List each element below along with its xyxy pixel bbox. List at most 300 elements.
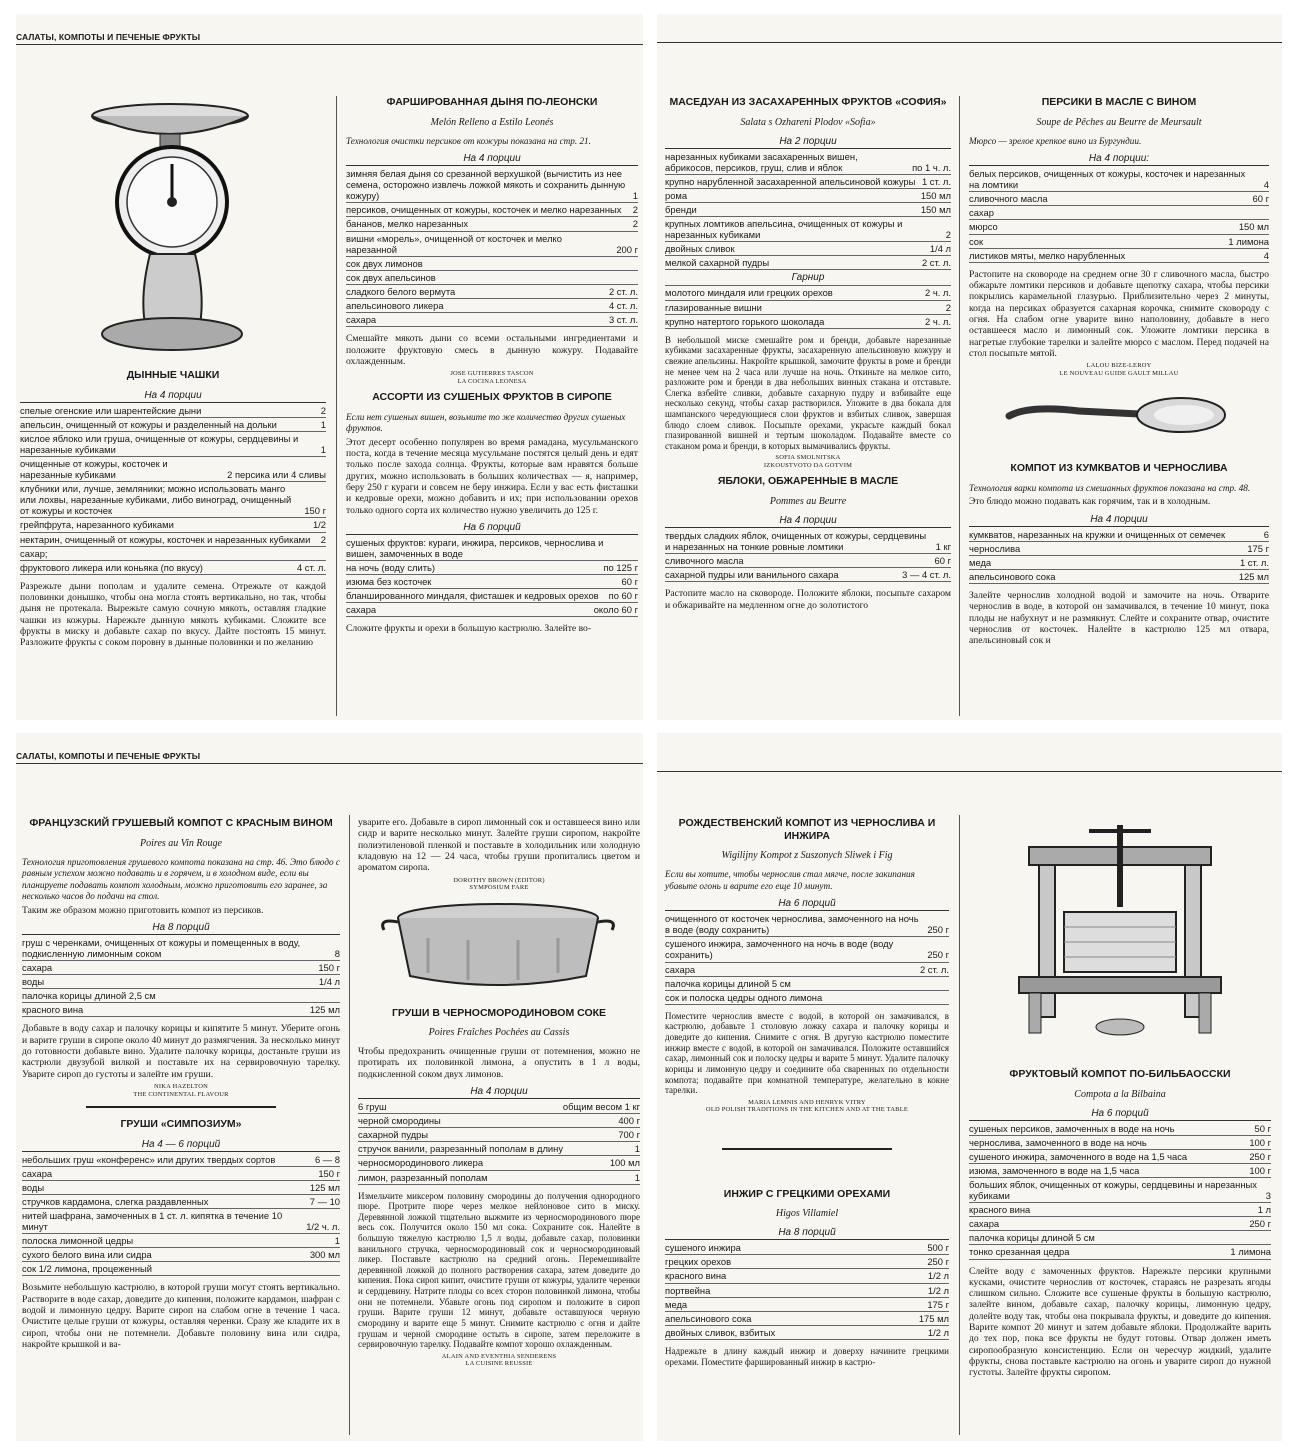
ingredient-quantity: 1/2 ч. л. [306, 1221, 340, 1233]
ingredient-quantity: 2 ст. л. [921, 257, 951, 269]
ingredient-name: сахара [665, 963, 696, 975]
ingredient-name: сок двух лимонов [346, 257, 423, 269]
ingredient-row [665, 286, 951, 300]
ingredient-name: черной смородины [358, 1115, 441, 1127]
ingredient-name: мелкой сахарной пудры [665, 257, 770, 269]
ingredient-quantity: 4 ст. л. [608, 300, 638, 312]
ingredient-name: сушеного инжира [665, 1242, 741, 1254]
ingredient-row [665, 1298, 949, 1312]
ingredient-quantity: 125 мл [309, 1004, 340, 1016]
ingredient-quantity: 2 ч. л. [925, 315, 951, 327]
ingredient-name: апельсинового сока [665, 1312, 752, 1324]
ingredient-row [22, 961, 340, 975]
ingredient-row [969, 1150, 1271, 1164]
ingredient-quantity: 3 [1265, 1190, 1271, 1202]
kitchen-scale-illustration [20, 94, 326, 364]
ingredient-quantity: 1 [634, 1171, 640, 1183]
ingredient-row [346, 232, 638, 257]
column-left [665, 817, 949, 1367]
ingredient-quantity: около 60 г [593, 604, 638, 616]
ingredient-row [665, 937, 949, 962]
ingredient-quantity: 7 — 10 [309, 1195, 340, 1207]
ingredient-table [346, 167, 638, 327]
running-header: САЛАТЫ, КОМПОТЫ И ПЕЧЕНЫЕ ФРУКТЫ [16, 32, 201, 42]
column-divider [959, 96, 960, 716]
ingredient-row [665, 1269, 949, 1283]
servings: На 6 порций [346, 522, 638, 535]
ingredient-table [665, 912, 949, 1005]
ingredient-name: твердых сладких яблок, очищенных от кожуры, сердцевины и нарезанных на тонкие ровные ломтики [665, 529, 927, 553]
recipe-title: ФАРШИРОВАННАЯ ДЫНЯ ПО-ЛЕОНСКИ [386, 96, 598, 108]
servings: На 4 порции [665, 515, 951, 528]
ingredient-name: палочка корицы длиной 5 см [969, 1232, 1095, 1244]
ingredient-quantity: 2 ст. л. [919, 963, 949, 975]
ingredient-quantity: 1 ст. л. [921, 175, 951, 187]
ingredient-quantity: 150 г [318, 1167, 340, 1179]
ingredient-row [20, 547, 326, 561]
ingredient-quantity: 175 мл [918, 1312, 949, 1324]
servings: На 4 порции [358, 1086, 640, 1099]
recipe-source: NIKA HAZELTON THE CONTINENTAL FLAVOUR [133, 1083, 229, 1098]
ingredient-name: глазированные вишни [665, 301, 762, 313]
column-divider [959, 815, 960, 1435]
ingredient-row [665, 150, 951, 175]
ingredient-name: крупно натертого горького шоколада [665, 315, 825, 327]
servings: На 4 порции [969, 514, 1269, 527]
recipe-note: Технология приготовления грушевого компота показана на стр. 46. Это блюдо с равным успехом можно подавать и в горячем, и в холодном виде, если вы планируете подавать компот холодным, можно приготовить его заранее, за несколько часов до подачи на стол. [22, 856, 341, 902]
ingredient-name: сухого белого вина или сидра [22, 1249, 152, 1261]
ingredient-table [20, 404, 326, 575]
ingredient-row [346, 285, 638, 299]
ingredient-quantity: 60 г [621, 576, 638, 588]
ingredient-quantity: 1 лимона [1230, 1246, 1271, 1258]
recipe-text: Растопите на сковороде на среднем огне 30 г сливочного масла, быстро обжарьте ломтики персиков и добавьте щепотку сахара, чтобы персики покрылись карамельной глазурью. Приблизительно через 2 минуты, когда на персиках образуется сахарная корочка, снимите сковороду с огня. На слабом огне уварите вино наполовину, добавьте в него оставшееся масло и лимонный сок. Уложите ломтики персика в нагретые глубокие тарелки и залейте мюрсо с маслом. Перед подачей на стол посыпьте мятой. [969, 268, 1269, 359]
ingredient-row [22, 975, 340, 989]
recipe-title: ГРУШИ «СИМПОЗИУМ» [120, 1117, 242, 1130]
ingredient-row [20, 533, 326, 547]
ingredient-name: изюма без косточек [346, 576, 432, 588]
servings: На 4 порции [346, 153, 638, 166]
ingredient-name: апельсинового ликера [346, 300, 444, 312]
ingredient-row [665, 912, 949, 937]
ingredient-quantity: 200 г [616, 243, 638, 255]
ingredient-name: воды [22, 976, 45, 988]
ingredient-quantity: 1 [632, 190, 638, 202]
ingredient-quantity: 250 г [1249, 1150, 1271, 1162]
ingredient-row [665, 203, 951, 217]
recipe-title: ФРАНЦУЗСКИЙ ГРУШЕВЫЙ КОМПОТ С КРАСНЫМ ВИНОМ [29, 817, 333, 829]
ingredient-name: небольших груш «конференс» или других твердых сортов [22, 1153, 276, 1165]
recipe-text: Надрежьте в длину каждый инжир и доверху начините грецкими орехами. Поместите фаршированный инжир в кастрю- [665, 1345, 949, 1367]
ingredient-name: крупно нарубленной засахаренной апельсиновой кожуры [665, 175, 916, 187]
ingredient-name: стручок ванили, разрезанный пополам в длину [358, 1143, 564, 1155]
ingredient-row [20, 418, 326, 432]
recipe-title: ФРУКТОВЫЙ КОМПОТ ПО-БИЛЬБАОССКИ [1009, 1068, 1231, 1080]
ingredient-name: тонко срезанная цедра [969, 1246, 1070, 1258]
header-rule [657, 771, 1282, 772]
garnish-heading: Гарнир [665, 270, 951, 286]
ingredient-row [665, 1255, 949, 1269]
ingredient-row [358, 1128, 640, 1142]
ingredient-row [346, 603, 638, 617]
ingredient-quantity: 175 г [927, 1298, 949, 1310]
ingredient-table [665, 150, 951, 271]
ingredient-name: апельсинового сока [969, 570, 1056, 582]
ingredient-row [346, 575, 638, 589]
spoon-illustration [969, 383, 1269, 449]
ingredient-quantity: 1 л [1257, 1204, 1271, 1216]
ingredient-name: портвейна [665, 1284, 711, 1296]
recipe-text-continued: уварите его. Добавьте в сироп лимонный сок и оставшееся вино или сидр и варите несколько минут. Залейте груши сиропом, накройте полиэтиленовой пленкой и поставьте в холодильник или холодную кладовую на 12 — 24 часа, чтобы груши пропитались цветом и ароматом сиропа. [358, 817, 640, 874]
ingredient-table [346, 536, 638, 618]
recipe-text: Смешайте мякоть дыни со всеми остальными ингредиентами и положите фруктовую смесь в дынную кожуру. Подавайте охлажденным. [346, 333, 638, 367]
ingredient-row [665, 963, 949, 977]
ingredient-name: сок [969, 235, 984, 247]
running-header: САЛАТЫ, КОМПОТЫ И ПЕЧЕНЫЕ ФРУКТЫ [16, 751, 201, 761]
ingredient-row [22, 989, 340, 1003]
ingredient-quantity: 1/2 л [927, 1326, 949, 1338]
ingredient-row [665, 529, 951, 554]
ingredient-quantity: 2 ст. л. [608, 285, 638, 297]
recipe-title: ИНЖИР С ГРЕЦКИМИ ОРЕХАМИ [723, 1187, 891, 1200]
ingredient-quantity: 2 [945, 301, 951, 313]
servings: На 4 порции [20, 390, 326, 403]
ingredient-quantity: 1 [634, 1143, 640, 1155]
servings: На 2 порции [665, 136, 951, 149]
ingredient-row [665, 991, 949, 1005]
ingredient-quantity: 250 г [927, 1256, 949, 1268]
ingredient-name: сок 1/2 лимона, процеженный [22, 1263, 153, 1275]
ingredient-row [22, 1003, 340, 1017]
ingredient-name: палочка корицы длиной 5 см [665, 977, 791, 989]
ingredient-row [346, 299, 638, 313]
ingredient-quantity: 400 г [618, 1115, 640, 1127]
recipe-note: Если вы хотите, чтобы чернослив стал мягче, после закипания убавьте огонь и варите его еще 10 минут. [665, 869, 915, 891]
column-left [22, 817, 340, 1350]
book-page-2 [657, 14, 1282, 720]
ingredient-quantity: 1 [320, 418, 326, 430]
ingredient-quantity: 1 [320, 443, 326, 455]
recipe-source: MARIA LEMNIS AND HENRYK VITRY OLD POLISH TRADITIONS IN THE KITCHEN AND AT THE TABLE [705, 1098, 909, 1114]
ingredient-quantity: 2 [945, 229, 951, 241]
ingredient-name: сушеного инжира, замоченного на ночь в воде (воду сохранить) [665, 938, 894, 961]
ingredient-table [969, 1122, 1271, 1260]
recipe-text: Растопите масло на сковороде. Положите яблоки, посыпьте сахаром и обжаривайте на медленном огне до золотистого [665, 588, 951, 611]
ingredient-row [22, 1181, 340, 1195]
recipe-title: МАСЕДУАН ИЗ ЗАСАХАРЕННЫХ ФРУКТОВ «СОФИЯ» [669, 96, 947, 108]
servings: На 8 порций [665, 1227, 949, 1240]
ingredient-quantity: 1/4 л [929, 243, 951, 255]
ingredient-name: двойных сливок [665, 243, 735, 255]
ingredient-quantity: 150 г [304, 505, 326, 517]
ingredient-quantity: 100 г [1249, 1164, 1271, 1176]
ingredient-row [22, 1167, 340, 1181]
ingredient-name: нектарин, очищенный от кожуры, косточек и нарезанных кубиками [20, 533, 311, 545]
recipe-subtitle: Poires Fraîches Pochées au Cassis [428, 1027, 570, 1039]
servings: На 8 порций [22, 922, 340, 935]
ingredient-name: сушеного инжира, замоченного в воде на 1,5 часа [969, 1150, 1188, 1162]
ingredient-row [969, 570, 1269, 584]
ingredient-row [346, 536, 638, 561]
ingredient-row [20, 432, 326, 457]
ingredient-row [22, 1248, 340, 1262]
ingredient-name: меда [969, 556, 992, 568]
column-divider [349, 815, 350, 1435]
ingredient-quantity: 2 [632, 204, 638, 216]
ingredient-row [665, 1284, 949, 1298]
ingredient-quantity: 2 [320, 533, 326, 545]
ingredient-quantity: 150 г [318, 962, 340, 974]
ingredient-name: красного вина [969, 1204, 1031, 1216]
garnish-table [665, 286, 951, 328]
ingredient-name: крупных ломтиков апельсина, очищенных от кожуры и нарезанных кубиками [665, 218, 903, 241]
ingredient-name: сахарной пудры или ванильного сахара [665, 569, 839, 581]
ingredient-quantity: 100 г [1249, 1136, 1271, 1148]
recipe-text: В небольшой миске смешайте ром и бренди, добавьте нарезанные кубиками засахаренные фрукты, засахаренную апельсиновую кожуру и свежие апельсины. Накройте крышкой, замочите фрукты в роме и бренди не менее чем на 2 часа или лучше на ночь. Откиньте на мелкое сито, разложите ром и бренди в два небольших винных стакана и отставьте. Слегка взбейте сливки, добавьте сахарную пудру и взбивайте еще несколько секунд, чтобы сахар растворился. Уложите в два бокала для шампанского чередующиеся слои фруктов и взбитых сливок, завершая блюдо слоем сливок. Посыпьте орехами, украсьте каждый бокал глазированной вишней и тертым шоколадом. Подавайте вместе со стаканом рома и бренди, в которых вымачивались фрукты. [665, 334, 951, 451]
ingredient-name: апельсин, очищенный от кожуры и разделенный на дольки [20, 418, 277, 430]
ingredient-row [969, 206, 1269, 220]
ingredient-quantity: по 60 г [608, 590, 638, 602]
ingredient-quantity: 2 ч. л. [925, 287, 951, 299]
ingredient-row [665, 242, 951, 256]
recipe-title: АССОРТИ ИЗ СУШЕНЫХ ФРУКТОВ В СИРОПЕ [372, 391, 612, 404]
ingredient-quantity: 4 [1263, 249, 1269, 261]
book-page-3 [16, 733, 643, 1441]
ingredient-name: сахарной пудры [358, 1129, 429, 1141]
book-page-1 [16, 14, 643, 720]
ingredient-row [969, 556, 1269, 570]
ingredient-name: кислое яблоко или груша, очищенные от кожуры, сердцевины и нарезанные кубиками [20, 432, 299, 455]
servings: На 4 — 6 порций [22, 1139, 340, 1152]
recipe-title: ГРУШИ В ЧЕРНОСМОРОДИНОВОМ СОКЕ [391, 1006, 607, 1019]
ingredient-name: сахар; [20, 547, 48, 559]
ingredient-name: грецких орехов [665, 1256, 732, 1268]
ingredient-name: сахар [969, 207, 994, 219]
ingredient-row [22, 1195, 340, 1209]
ingredient-name: клубники или, лучше, земляники; можно использовать манго или лохвы, нарезанные кубиками, либо виноград, очищенный от кожуры и косточек [20, 483, 292, 517]
column-right [969, 817, 1271, 1379]
ingredient-name: груш с черенками, очищенных от кожуры и помещенных в воду, подкисленную лимонным соком [22, 936, 301, 959]
ingredient-quantity: 8 [334, 948, 340, 959]
ingredient-row [22, 1234, 340, 1248]
ingredient-row [665, 217, 951, 242]
recipe-subtitle: Soupe de Pêches au Beurre de Meursault [1036, 116, 1202, 128]
header-rule [657, 42, 1282, 43]
ingredient-quantity: 700 г [618, 1129, 640, 1141]
ingredient-name: воды [22, 1181, 45, 1193]
ingredient-row [969, 192, 1269, 206]
ingredient-name: черносмородинового ликера [358, 1157, 484, 1169]
ingredient-name: сахара [346, 314, 377, 326]
ingredient-name: фруктового ликера или коньяка (по вкусу) [20, 561, 203, 573]
ingredient-row [665, 301, 951, 315]
ingredient-name: рома [665, 189, 688, 201]
section-divider [86, 1106, 277, 1108]
ingredient-quantity: 1/2 л [927, 1270, 949, 1282]
ingredient-name: нитей шафрана, замоченных в 1 ст. л. кипятка в течение 10 минут [22, 1209, 283, 1233]
ingredient-name: нарезанных кубиками засахаренных вишен, абрикосов, персиков, груш, слив и яблок [665, 150, 858, 173]
ingredient-quantity: по 125 г [603, 562, 638, 574]
ingredient-name: сахара [22, 962, 53, 974]
ingredient-table [969, 167, 1269, 263]
book-page-4 [657, 733, 1282, 1441]
ingredient-name: сахара [22, 1167, 53, 1179]
ingredient-row [22, 1153, 340, 1167]
ingredient-quantity: по 1 ч. л. [912, 161, 951, 173]
ingredient-quantity: 1 [334, 1235, 340, 1247]
ingredient-row [665, 315, 951, 329]
ingredient-name: двойных сливок, взбитых [665, 1326, 776, 1338]
ingredient-name: грейпфрута, нарезанного кубиками [20, 519, 174, 531]
column-right [969, 96, 1269, 647]
ingredient-quantity: 300 мл [309, 1249, 340, 1261]
recipe-source: SOFIA SMOLNITSKA IZKOUSTVOTO DA GOTVIM [763, 454, 853, 469]
ingredient-name: бренди [665, 203, 697, 215]
ingredient-name: бананов, мелко нарезанных [346, 218, 469, 230]
ingredient-row [969, 528, 1269, 542]
recipe-subtitle: Salata s Ozhareni Plodov «Sofia» [740, 116, 876, 128]
ingredient-row [22, 1262, 340, 1276]
recipe-text: Слейте воду с замоченных фруктов. Нарежьте персики крупными кусками, очистите чернослив от косточек, стараясь не разрезать ягоды слишком сильно. Сложите все сушеные фрукты в большую кастрюлю, залейте вином, добавьте сахар, палочку корицы, лимонную цедру, долейте воду так, чтобы она покрывала фрукты, и доведите до кипения. Варите компот 20 минут и затем добавьте яблоки. Продолжайте варить до тех пор, пока все фрукты не будут готовы. Отвар должен иметь сиропообразную консистенцию. Если он чересчур жидкий, удалите фрукты, снова поставьте кастрюлю на огонь и уварите сироп до нужной густоты. Залейте фрукты сиропом. [969, 1265, 1271, 1379]
ingredient-row [346, 167, 638, 203]
ingredient-name: изюма, замоченного в воде на 1,5 часа [969, 1164, 1140, 1176]
ingredient-row [665, 1326, 949, 1340]
ingredient-name: сушеных персиков, замоченных в воде на ночь [969, 1122, 1175, 1134]
ingredient-quantity: 1 кг [935, 541, 951, 553]
ingredient-name: сахара [969, 1218, 1000, 1230]
ingredient-row [665, 189, 951, 203]
ingredient-name: стручков кардамона, слегка раздавленных [22, 1195, 209, 1207]
ingredient-name: чернослива, замоченного в воде на ночь [969, 1136, 1147, 1148]
ingredient-name: лимон, разрезанный пополам [358, 1171, 488, 1183]
recipe-text: Измельчите миксером половину смородины до получения однородного пюре. Протрите пюре через мелкое нейлоновое сито в миску. Деревянной ложкой тщательно выжмите из черносмородинового пюре весь сок. Получится около 150 мл сока. Сохраните сок. Налейте в большую тяжелую кастрюлю 1,5 л воды, добавьте сахар, половинки ванильного стручка, черносмородиновый сок и черносмородиновый ликер. Поставьте кастрюлю на средний огонь. Перемешивайте деревянной ложкой до полного растворения сахара, затем доведите до кипения. Пока сироп кипит, очистите груши от кожуры, удалите черенки и сердцевину. Натрите плоды со всех сторон половинкой лимона, чтобы они не потемнели. Убавьте огонь под сиропом и положите в сироп груши. Варите груши 12 минут, добавьте оставшуюся черную смородину и варите еще 5 минут. Снимите кастрюлю с огня и дайте грушам и черной смородине остыть в сиропе, затем переложите в сервировочную тарелку. Подавайте компот хорошо охлажденным. [358, 1190, 640, 1350]
ingredient-name: сладкого белого вермута [346, 285, 456, 297]
recipe-source: JOSE GUTIERRES TASCON LA COCINA LEONESA [450, 370, 534, 385]
recipe-note: Технология очистки персиков от кожуры показана на стр. 21. [346, 135, 591, 146]
recipe-text: Этот десерт особенно популярен во время рамадана, мусульманского поста, когда в течение месяца мусульмане постятся целый день и едят только после захода солнца. Фрукты, которые вам нравятся больше других, можно использовать в больших количествах — я, например, беру 250 г кураги и совсем не беру инжира. Если у вас есть фисташки и кедровые орехи, можно добавить и их; при использовании орехов только одного сорта их количество нужно увеличить до 125 г. [346, 436, 638, 516]
ingredient-quantity: 125 мл [1238, 570, 1269, 582]
ingredient-row [969, 1178, 1271, 1203]
ingredient-row [969, 249, 1269, 263]
servings: На 6 порций [665, 898, 949, 911]
recipe-source: ALAIN AND EVENTHIA SENDERENS LA CUISINE REUSSIE [441, 1352, 557, 1368]
ingredient-row [358, 1142, 640, 1156]
ingredient-quantity: 1/2 л [927, 1284, 949, 1296]
saucepan-illustration [358, 898, 640, 990]
ingredient-name: полоска лимонной цедры [22, 1235, 134, 1247]
ingredient-row [969, 1136, 1271, 1150]
ingredient-quantity: 6 [1263, 528, 1269, 540]
ingredient-quantity: 250 г [927, 924, 949, 936]
ingredient-row [665, 175, 951, 189]
recipe-title: ПЕРСИКИ В МАСЛЕ С ВИНОМ [1041, 96, 1197, 108]
ingredient-name: сливочного масла [969, 193, 1048, 205]
recipe-note: Если нет сушеных вишен, возьмите то же количество других сушеных фруктов. [346, 411, 626, 434]
column-divider [336, 96, 337, 716]
ingredient-quantity: 1 ст. л. [1239, 556, 1269, 568]
column-right [358, 817, 640, 1374]
ingredient-row [346, 561, 638, 575]
recipe-intro: Таким же образом можно приготовить компот из персиков. [22, 904, 264, 916]
fruit-press-illustration [969, 817, 1271, 1049]
recipe-text: Разрежьте дыни пополам и удалите семена. Отрежьте от каждой половинки донышко, чтобы она могла стоять вертикально, но так, чтобы дыня не протекала. Вырежьте самую сочную мякоть, оставляя гладкие чашки из кожуры. Нарежьте дынную мякоть кубиками. Сложите все фрукты в миску и добавьте сахар по вкусу. Дайте постоять 15 минут. Разложите фрукты с соком поровну в дынные половинки и по желанию [20, 580, 326, 649]
ingredient-row [665, 977, 949, 991]
ingredient-name: 6 груш [358, 1101, 387, 1113]
ingredient-name: сок и полоска цедры одного лимона [665, 991, 823, 1003]
ingredient-quantity: 250 г [927, 949, 949, 961]
ingredient-name: очищенного от косточек чернослива, замоченного на ночь в воде (воду сохранить) [665, 913, 919, 936]
ingredient-name: белых персиков, очищенных от кожуры, косточек и нарезанных на ломтики [969, 168, 1246, 191]
ingredient-row [346, 203, 638, 217]
recipe-text-continued: Сложите фрукты и орехи в большую кастрюлю. Залейте во- [346, 623, 592, 635]
ingredient-row [22, 936, 340, 961]
ingredient-name: зимняя белая дыня со срезанной верхушкой (вычистить из нее семена, осторожно извлечь ложкой мякоть и сохранить дынную кожуру) [346, 168, 626, 202]
ingredient-name: кумкватов, нарезанных на кружки и очищенных от семечек [969, 528, 1226, 540]
ingredient-quantity: 60 г [934, 555, 951, 567]
ingredient-quantity: 150 мл [1238, 221, 1269, 233]
ingredient-row [969, 1164, 1271, 1178]
ingredient-row [665, 568, 951, 582]
ingredient-quantity: 125 мл [309, 1181, 340, 1193]
header-rule [16, 763, 643, 764]
recipe-source: DOROTHY BROWN (EDITOR) SYMPOSIUM FARE [453, 876, 545, 892]
ingredient-table [665, 1241, 949, 1340]
ingredient-table [22, 936, 340, 1018]
ingredient-quantity: 250 г [1249, 1218, 1271, 1230]
ingredient-name: сливочного масла [665, 555, 744, 567]
recipe-text: Возьмите небольшую кастрюлю, в которой груши могут стоять вертикально. Растворите в воде сахар, доведите до кипения, положите кардамон, шафран с водой и лимонную цедру. Варите сироп на слабом огне в течение 1 часа. Очистите целые груши от кожуры, оставляя черенки. Сразу же кладите их в сироп, чтобы они не потемнели. Добавьте половину вина или сидра, накройте крышкой и ва- [22, 1282, 340, 1350]
ingredient-quantity: 50 г [1254, 1122, 1271, 1134]
recipe-note: Технология варки компота из смешанных фруктов показана на стр. 48. [969, 482, 1251, 493]
ingredient-quantity: 100 мл [609, 1157, 640, 1169]
ingredient-row [346, 589, 638, 603]
ingredient-table [969, 528, 1269, 584]
ingredient-quantity: 4 [1263, 179, 1269, 191]
recipe-text: Поместите чернослив вместе с водой, в которой он замачивался, в кастрюлю, добавьте 1 столовую ложку сахара и палочку корицы и доведите до кипения. Снимите с огня. В другую кастрюлю поместите инжир вместе с водой, в которой он замачивался. Положите оставшийся сахар, лимонный сок и полоску цедры и варите 5 минут. Удалите палочку корицы и лимонную цедру и соедините оба сваренных по отдельности компота; подавайте при комнатной температуре, желательно в кокне тарелки. [665, 1010, 949, 1096]
ingredient-quantity: 1 лимона [1228, 235, 1269, 247]
ingredient-name: больших яблок, очищенных от кожуры, сердцевины и нарезанных кубиками [969, 1178, 1257, 1202]
ingredient-row [969, 542, 1269, 556]
recipe-subtitle: Compota a la Bilbaina [1074, 1088, 1166, 1100]
ingredient-row [346, 271, 638, 285]
recipe-subtitle: Melón Relleno a Estilo Leonés [430, 116, 554, 128]
ingredient-name: сахара [346, 604, 377, 616]
ingredient-quantity: 2 персика или 4 сливы [227, 469, 326, 481]
ingredient-name: красного вина [22, 1004, 84, 1016]
ingredient-quantity: 150 мл [920, 189, 951, 201]
ingredient-row [969, 1231, 1271, 1245]
column-right [346, 96, 638, 635]
ingredient-name: палочка корицы длиной 2,5 см [22, 990, 156, 1002]
recipe-title: КОМПОТ ИЗ КУМКВАТОВ И ЧЕРНОСЛИВА [1010, 462, 1228, 475]
recipe-title: РОЖДЕСТВЕНСКИЙ КОМПОТ ИЗ ЧЕРНОСЛИВА И ИНЖИРА [678, 817, 936, 842]
column-left [20, 94, 326, 649]
recipe-subtitle: Higos Villamiel [775, 1208, 839, 1220]
ingredient-table [358, 1100, 640, 1185]
ingredient-name: листиков мяты, мелко нарубленных [969, 249, 1126, 261]
header-rule [16, 44, 643, 45]
ingredient-name: молотого миндаля или грецких орехов [665, 287, 833, 299]
recipe-text: Залейте чернослив холодной водой и замочите на ночь. Отварите чернослив в воде, в которой он замачивался, в течение 10 минут, пока плоды не набухнут и не размякнут. Слейте и сохраните отвар, очистите чернослив от косточек. Налейте в кастрюлю 125 мл отвара, апельсиновый сок и [969, 589, 1269, 647]
ingredient-name: чернослива [969, 542, 1021, 554]
ingredient-row [358, 1114, 640, 1128]
servings: На 6 порций [969, 1108, 1271, 1121]
recipe-subtitle: Poires au Vin Rouge [140, 837, 222, 849]
ingredient-row [969, 1245, 1271, 1259]
servings: На 4 порции: [969, 153, 1269, 166]
recipe-subtitle: Pommes au Beurre [769, 495, 847, 507]
ingredient-quantity: 4 ст. л. [296, 561, 326, 573]
